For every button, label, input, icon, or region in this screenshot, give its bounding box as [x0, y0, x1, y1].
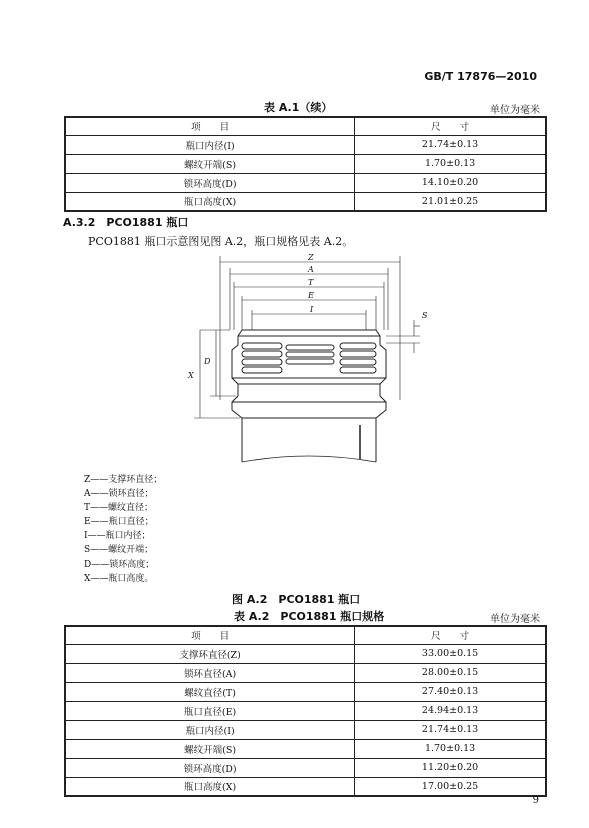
label-I: I — [310, 305, 314, 314]
row-item: 锁环高度(D) — [65, 173, 355, 192]
page-number: 9 — [532, 795, 539, 806]
standard-number: GB/T 17876—2010 — [424, 70, 537, 83]
table2-unit: 单位为毫米 — [490, 614, 540, 625]
table-row — [65, 663, 546, 682]
figure-caption: 图 A.2 PCO1881 瓶口 — [232, 593, 361, 606]
label-T: T — [308, 278, 314, 287]
table-row — [65, 701, 546, 720]
column-header-size: 尺 寸 — [355, 626, 546, 644]
row-item: 螺纹开端(S) — [65, 739, 355, 758]
legend-item: A——锁环直径； — [84, 489, 154, 500]
row-item: 瓶口内径(I) — [65, 720, 355, 739]
column-header-item: 项 目 — [65, 117, 355, 135]
legend-item: Z——支撑环直径； — [84, 475, 163, 485]
table-row — [65, 739, 546, 758]
row-size: 21.01±0.25 — [355, 192, 546, 211]
row-item: 支撑环直径(Z) — [65, 644, 355, 663]
label-Z: Z — [308, 253, 314, 262]
table-row — [65, 777, 546, 796]
table-row — [65, 644, 546, 663]
table-header-row — [65, 626, 546, 644]
row-size: 1.70±0.13 — [355, 739, 546, 758]
section-paragraph: PCO1881 瓶口示意图见图 A.2，瓶口规格见表 A.2。 — [88, 235, 354, 248]
row-item: 瓶口高度(X) — [65, 777, 355, 796]
label-E: E — [308, 291, 314, 300]
table-header-row — [65, 117, 546, 135]
row-size: 28.00±0.15 — [355, 663, 546, 682]
table-row — [65, 154, 546, 173]
figure-legend — [84, 473, 162, 586]
table2-caption: 表 A.2 PCO1881 瓶口规格 — [234, 610, 385, 623]
section-heading: A.3.2 PCO1881 瓶口 — [63, 216, 189, 229]
table-row — [65, 173, 546, 192]
label-X: X — [188, 371, 194, 380]
row-size: 21.74±0.13 — [355, 135, 546, 154]
table1 — [64, 116, 547, 212]
table2 — [64, 625, 547, 797]
table-row — [65, 720, 546, 739]
label-A: A — [308, 265, 314, 274]
legend-item: X——瓶口高度。 — [84, 573, 154, 584]
column-header-item: 项 目 — [65, 626, 355, 644]
table-row — [65, 192, 546, 211]
row-item: 锁环直径(A) — [65, 663, 355, 682]
table1-unit: 单位为毫米 — [490, 105, 540, 116]
label-D: D — [204, 357, 211, 366]
legend-item: S——螺纹开端； — [84, 545, 154, 556]
table-row — [65, 682, 546, 701]
bottle-neck-figure — [180, 250, 440, 465]
table-row — [65, 135, 546, 154]
row-size: 1.70±0.13 — [355, 154, 546, 173]
row-item: 瓶口内径(I) — [65, 135, 355, 154]
legend-item: T——螺纹直径； — [84, 503, 154, 514]
column-header-size: 尺 寸 — [355, 117, 546, 135]
row-size: 17.00±0.25 — [355, 777, 546, 796]
legend-item: I——瓶口内径； — [84, 531, 151, 542]
row-item: 螺纹开端(S) — [65, 154, 355, 173]
row-size: 11.20±0.20 — [355, 758, 546, 777]
row-size: 27.40±0.13 — [355, 682, 546, 701]
row-item: 瓶口高度(X) — [65, 192, 355, 211]
row-item: 瓶口直径(E) — [65, 701, 355, 720]
row-item: 螺纹直径(T) — [65, 682, 355, 701]
label-S: S — [422, 311, 428, 320]
legend-item: E——瓶口直径； — [84, 517, 154, 528]
row-size: 33.00±0.15 — [355, 644, 546, 663]
row-size: 24.94±0.13 — [355, 701, 546, 720]
row-size: 14.10±0.20 — [355, 173, 546, 192]
table-row — [65, 758, 546, 777]
row-size: 21.74±0.13 — [355, 720, 546, 739]
table1-caption: 表 A.1（续） — [264, 101, 333, 114]
legend-item: D——锁环高度； — [84, 559, 155, 570]
row-item: 锁环高度(D) — [65, 758, 355, 777]
